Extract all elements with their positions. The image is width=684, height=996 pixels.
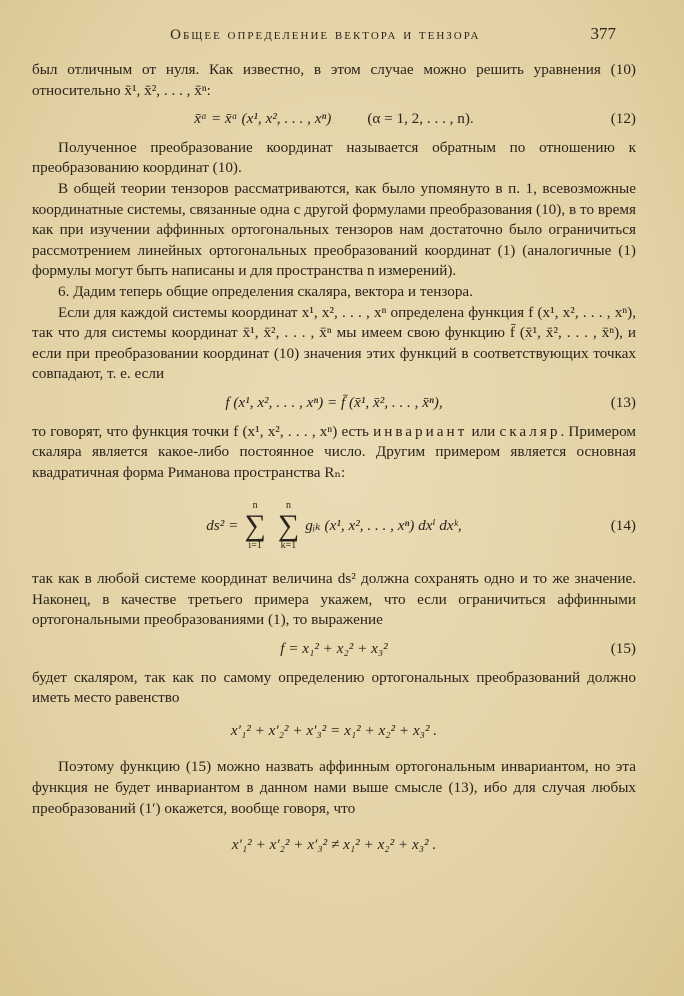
term-scalar: скаляр xyxy=(499,422,561,440)
equation-12-formula: x̄ᵅ = x̄ᵅ (x¹, x², . . . , xⁿ) xyxy=(194,110,332,128)
equation-13-number: (13) xyxy=(610,393,636,411)
running-title: Общее определение вектора и тензора xyxy=(170,27,481,43)
page-number: 377 xyxy=(590,24,616,43)
paragraph-7: так как в любой системе координат величина ds² должна сохранять одно и то же значение. Наконец, в качестве третьего примера укажем, что если ограничиться аффинными ортогональными преобразованиями (1), то выражение xyxy=(32,570,636,629)
paragraph-4: 6. Дадим теперь общие определения скаляра, вектора и тензора. xyxy=(58,282,473,300)
equation-12-number: (12) xyxy=(610,110,636,128)
sum-symbol-k xyxy=(278,501,299,551)
paragraph-6-b: или xyxy=(467,422,500,440)
page-body xyxy=(32,60,636,864)
running-header xyxy=(60,24,616,44)
paragraph-9: Поэтому функцию (15) можно назвать аффинным ортогональным инвариантом, но эта функция не будет инвариантом в данном нами выше смысле (13), ибо для случая любых преобразований (1′) окажется, вообще говоря, что xyxy=(32,758,636,817)
sum-symbol-i xyxy=(244,501,265,551)
equation-14-rhs: gᵢₖ (x¹, x², . . . , xⁿ) dxⁱ dxᵏ, xyxy=(305,516,462,534)
sum-k-upper: n xyxy=(285,500,291,512)
sigma-glyph: ∑ xyxy=(277,509,300,543)
paragraph-8: будет скаляром, так как по самому определению ортогональных преобразований должно иметь место равенство xyxy=(32,668,636,707)
paragraph-6 xyxy=(32,422,636,484)
sigma-glyph: ∑ xyxy=(244,509,266,543)
sum-k-lower: k=1 xyxy=(280,540,297,552)
equation-13 xyxy=(32,393,636,414)
paragraph-3: В общей теории тензоров рассматриваются, как было упомянуто в п. 1, всевозможные координатные системы, связанные одна с другой формулами преобразования (10), в то время как при изучении аффинных ортогональных тензоров нам достаточно было ограничиться рассмотрением линейных ортогональных преобразований координат (1) (аналогичные (1) формулы могут быть написаны и для пространства n измерений). xyxy=(32,179,636,280)
equation-15-number: (15) xyxy=(610,640,636,658)
equation-17 xyxy=(32,835,636,856)
equation-14 xyxy=(32,491,636,561)
paragraph-2: Полученное преобразование координат называется обратным по отношению к преобразованию координат (10). xyxy=(32,138,636,177)
equation-16 xyxy=(32,721,636,742)
equation-17-formula: x′₁² + x′₂² + x′₃² ≠ x₁² + x₂² + x₃² . xyxy=(231,836,437,854)
equation-15-formula: f = x₁² + x₂² + x₃² xyxy=(280,640,388,658)
equation-12 xyxy=(32,109,636,130)
equation-14-number: (14) xyxy=(610,516,636,534)
equation-13-formula: f (x¹, x², . . . , xⁿ) = f̄ (x̄¹, x̄², . . . , x̄ⁿ), xyxy=(225,393,443,411)
sum-i-upper: n xyxy=(252,500,258,512)
paragraph-5: Если для каждой системы координат x¹, x², . . . , xⁿ определена функция f (x¹, x², . . . , xⁿ), так что для системы координат x̄¹, x̄², . . . , x̄ⁿ мы имеем свою функцию f̄ (x̄¹, x̄², . . . , x̄ⁿ), и если при преобразовании координат (10) значения этих функций в соответствующих точках совпадают, т. е. если xyxy=(32,303,636,383)
equation-15 xyxy=(32,639,636,660)
paragraph-1: был отличным от нуля. Как известно, в этом случае можно решить уравнения (10) относительно x̄¹, x̄², . . . , x̄ⁿ: xyxy=(32,61,636,99)
term-invariant: инвариант xyxy=(373,422,468,440)
sum-i-lower: i=1 xyxy=(248,540,262,552)
paragraph-6-c: . Примером скаляра является какое-либо постоянное число. Другим примером является основная квадратичная форма Риманова пространства Rₙ: xyxy=(32,422,636,481)
equation-16-formula: x′₁² + x′₂² + x′₃² = x₁² + x₂² + x₃² . xyxy=(230,721,438,739)
paragraph-6-a: то говорят, что функция точки f (x¹, x², . . . , xⁿ) есть xyxy=(32,422,374,440)
equation-14-lhs: ds² = xyxy=(206,516,239,534)
equation-12-condition: (α = 1, 2, . . . , n). xyxy=(367,110,474,128)
